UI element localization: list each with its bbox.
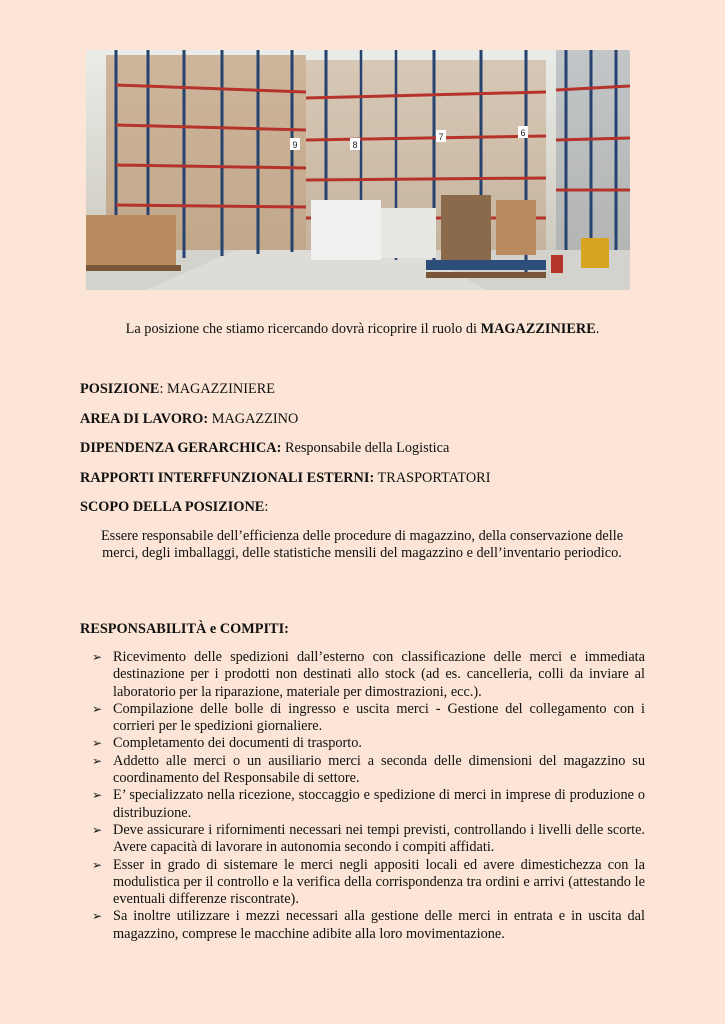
- field-label: AREA DI LAVORO:: [80, 411, 209, 427]
- field-value: MAGAZZINO: [211, 411, 299, 427]
- field-value: MAGAZZINIERE: [167, 381, 276, 397]
- aisle-number: 6: [520, 128, 526, 138]
- right-rack: [556, 50, 630, 250]
- intro-sentence: [0, 320, 725, 338]
- field-label: RAPPORTI INTERFFUNZIONALI ESTERNI:: [80, 470, 375, 486]
- list-item-text: Sa inoltre utilizzare i mezzi necessari alla gestione delle merci in entrata e in uscita dal magazzino, comprese le macchine adibite alla loro movimentazione.: [113, 908, 645, 942]
- list-item: [92, 857, 645, 909]
- list-item-text: Ricevimento delle spedizioni dall’esterno con classificazione delle merci e immediata destinazione per i prodotti non destinati allo stock (ad es. cancelleria, colli da inviare al laboratorio per la riparazione, materiale per dimostrazioni, ecc.).: [113, 649, 645, 700]
- list-item: [92, 908, 645, 943]
- arrow-bullet-icon: ➢: [92, 736, 103, 751]
- warehouse-photo: [86, 50, 630, 290]
- arrow-bullet-icon: ➢: [92, 788, 103, 803]
- list-item-text: Completamento dei documenti di trasporto.: [113, 735, 362, 752]
- warehouse-illustration: [86, 50, 630, 290]
- field-label: DIPENDENZA GERARCHICA:: [80, 440, 282, 456]
- arrow-bullet-icon: ➢: [92, 857, 103, 872]
- list-item-text: E’ specializzato nella ricezione, stoccaggio e spedizione di merci in imprese di produzione o distribuzione.: [113, 787, 645, 821]
- list-item-text: Esser in grado di sistemare le merci negli appositi locali ed avere dimestichezza con la modulistica per il controllo e la verifica della corrispondenza tra ordini e arrivi (attestando le eventuali differenze riscontrate).: [113, 856, 645, 908]
- intro-role: MAGAZZINIERE: [480, 321, 596, 337]
- arrow-bullet-icon: ➢: [92, 753, 103, 768]
- field-separator: :: [264, 499, 269, 515]
- responsibilities-title: RESPONSABILITÀ e COMPITI:: [80, 621, 289, 637]
- purpose-paragraph: Essere responsabile dell’efficienza delle procedure di magazzino, della conservazione delle merci, degli imballaggi, delle statistiche mensili del magazzino e dell’inventario periodico.: [100, 528, 624, 562]
- list-item: [92, 822, 645, 857]
- field-area: [80, 410, 298, 428]
- arrow-bullet-icon: ➢: [92, 822, 103, 837]
- aisle-number: 7: [438, 132, 444, 142]
- intro-text: La posizione che stiamo ricercando dovrà ricoprire il ruolo di: [125, 321, 481, 337]
- list-item-text: Compilazione delle bolle di ingresso e uscita merci - Gestione del collegamento con i corrieri per le spedizioni giornaliere.: [113, 700, 645, 735]
- field-value: Responsabile della Logistica: [284, 440, 450, 456]
- aisle-number: 9: [292, 140, 298, 150]
- arrow-bullet-icon: ➢: [92, 650, 103, 664]
- field-dipendenza: [80, 439, 449, 457]
- list-item: [92, 753, 645, 788]
- field-scopo: [80, 498, 268, 516]
- field-rapporti: [80, 469, 490, 487]
- list-item: [92, 649, 645, 701]
- field-label: POSIZIONE: [80, 381, 160, 397]
- field-label: SCOPO DELLA POSIZIONE: [80, 499, 265, 515]
- field-value: TRASPORTATORI: [377, 470, 491, 486]
- arrow-bullet-icon: ➢: [92, 701, 103, 716]
- list-item: [92, 735, 645, 752]
- intro-end: .: [595, 321, 600, 337]
- list-item-text: Addetto alle merci o un ausiliario merci a seconda delle dimensioni del magazzino su coordinamento del Responsabile di settore.: [113, 752, 645, 787]
- aisle-number: 8: [352, 140, 358, 150]
- list-item: [92, 701, 645, 736]
- list-item: [92, 787, 645, 822]
- list-item-text: Deve assicurare i rifornimenti necessari nei tempi previsti, controllando i livelli delle scorte. Avere capacità di lavorare in autonomia secondo i compiti affidati.: [113, 821, 645, 856]
- responsibilities-list: [92, 649, 645, 943]
- field-posizione: [80, 380, 275, 398]
- arrow-bullet-icon: ➢: [92, 909, 103, 924]
- field-separator: :: [159, 381, 167, 397]
